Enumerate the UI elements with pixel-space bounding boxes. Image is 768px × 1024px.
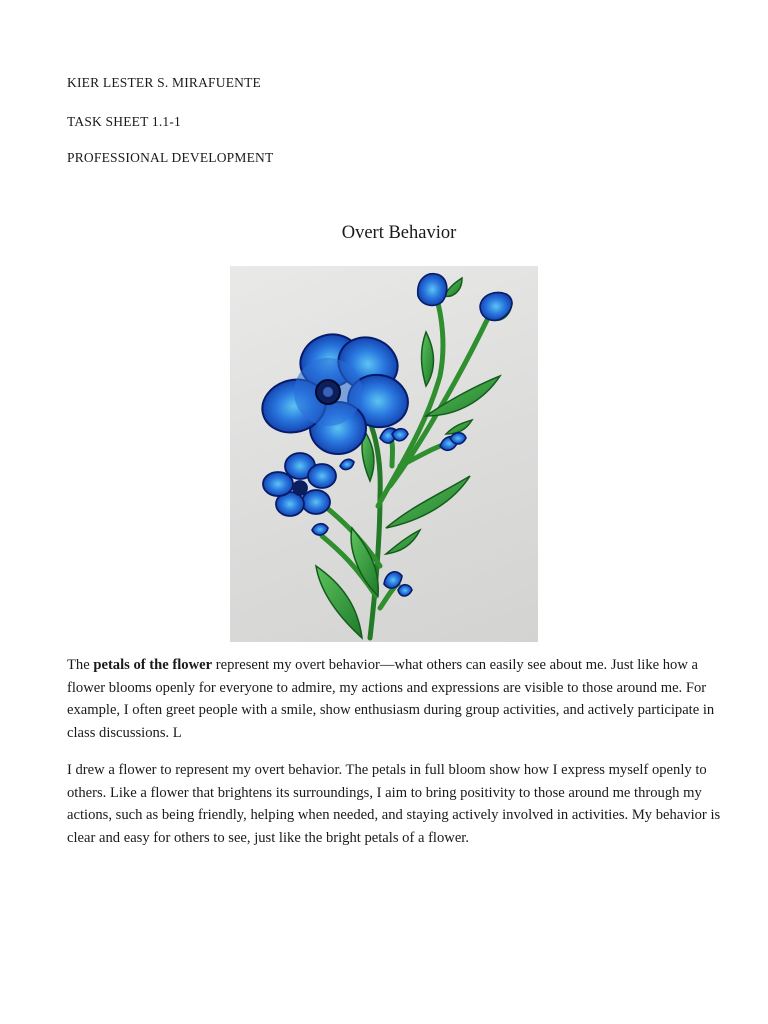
task-sheet-label: TASK SHEET 1.1-1 <box>67 114 181 129</box>
author-name: KIER LESTER S. MIRAFUENTE <box>67 75 261 90</box>
paragraph-bold-phrase: petals of the flower <box>93 657 213 673</box>
document-title: Overt Behavior <box>341 223 457 243</box>
flower-illustration <box>230 266 538 642</box>
paragraph-petals <box>67 654 737 745</box>
paragraph-suffix: represent my overt behavior—what others can easily see about me. Just like how a flower blooms openly for everyone to admire, my actions and expressions are visible to those around me. For example, I often greet people with a smile, show enthusiasm during group activities, and actively participate in class discussions. L <box>67 657 715 742</box>
paragraph-prefix: The <box>67 657 94 673</box>
course-label: PROFESSIONAL DEVELOPMENT <box>67 150 274 165</box>
paragraph-overt-behavior: I drew a flower to represent my overt behavior. The petals in full bloom show how I express myself openly to others. Like a flower that brightens its surroundings, I aim to bring positivity to those around me through my actions, such as being friendly, helping when needed, and staying actively involved in activities. My behavior is clear and easy for others to see, just like the bright petals of a flower. <box>67 762 721 847</box>
small-flower <box>263 453 336 516</box>
flower-drawing <box>230 266 538 642</box>
